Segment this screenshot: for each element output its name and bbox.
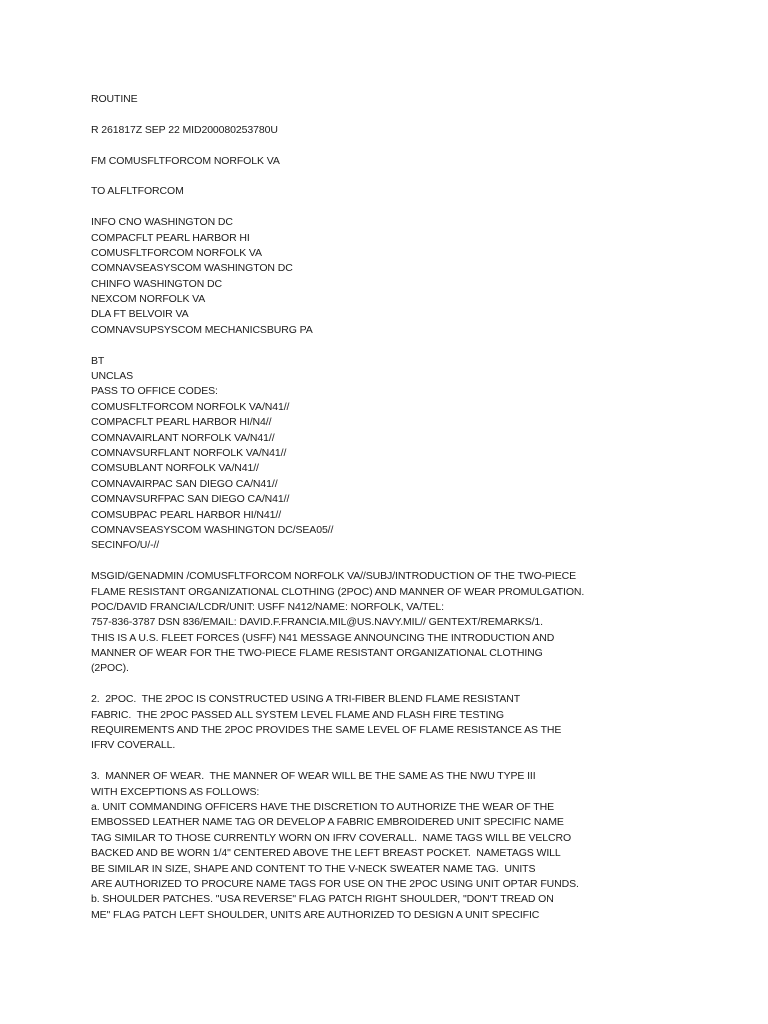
header-line: PASS TO OFFICE CODES: (91, 385, 218, 398)
paragraph-line: a. UNIT COMMANDING OFFICERS HAVE THE DISCRETION TO AUTHORIZE THE WEAR OF THE (91, 800, 555, 813)
from-line: FM COMUSFLTFORCOM NORFOLK VA (91, 154, 280, 167)
msgid-line: 757-836-3787 DSN 836/EMAIL: DAVID.F.FRANCIA.MIL@US.NAVY.MIL// GENTEXT/REMARKS/1. (91, 616, 543, 629)
header-line: COMNAVSURFPAC SAN DIEGO CA/N41// (91, 493, 290, 506)
paragraph-line: ARE AUTHORIZED TO PROCURE NAME TAGS FOR USE ON THE 2POC USING UNIT OPTAR FUNDS. (91, 877, 579, 890)
header-line: COMNAVAIRLANT NORFOLK VA/N41// (91, 431, 275, 444)
header-line: COMNAVSEASYSCOM WASHINGTON DC/SEA05// (91, 523, 334, 536)
precedence-line: ROUTINE (91, 93, 138, 105)
msgid-line: MSGID/GENADMIN /COMUSFLTFORCOM NORFOLK VA//SUBJ/INTRODUCTION OF THE TWO-PIECE (91, 570, 577, 583)
info-line: COMUSFLTFORCOM NORFOLK VA (91, 246, 262, 259)
spacer (91, 169, 731, 184)
paragraph-line: FABRIC. THE 2POC PASSED ALL SYSTEM LEVEL FLAME AND FLASH FIRE TESTING (91, 708, 504, 721)
msgid-line: FLAME RESISTANT ORGANIZATIONAL CLOTHING (2POC) AND MANNER OF WEAR PROMULGATION. (91, 585, 585, 598)
paragraph-line: 3. MANNER OF WEAR. THE MANNER OF WEAR WILL BE THE SAME AS THE NWU TYPE III (91, 770, 536, 783)
header-line: COMNAVSURFLANT NORFOLK VA/N41// (91, 446, 287, 459)
spacer (91, 138, 731, 153)
paragraph-line: TAG SIMILAR TO THOSE CURRENTLY WORN ON IFRV COVERALL. NAME TAGS WILL BE VELCRO (91, 831, 572, 844)
info-line: COMNAVSEASYSCOM WASHINGTON DC (91, 262, 293, 275)
header-line: COMSUBLANT NORFOLK VA/N41// (91, 462, 259, 475)
paragraph-line: BACKED AND BE WORN 1/4" CENTERED ABOVE THE LEFT BREAST POCKET. NAMETAGS WILL (91, 847, 561, 860)
paragraph-line: BE SIMILAR IN SIZE, SHAPE AND CONTENT TO THE V-NECK SWEATER NAME TAG. UNITS (91, 862, 536, 875)
msgid-line: (2POC). (91, 662, 129, 675)
message-body (91, 92, 731, 923)
info-line: COMNAVSUPSYSCOM MECHANICSBURG PA (91, 323, 313, 336)
spacer (91, 554, 731, 569)
info-line: COMPACFLT PEARL HARBOR HI (91, 231, 250, 244)
header-line: BT (91, 354, 105, 367)
paragraph-line: REQUIREMENTS AND THE 2POC PROVIDES THE SAME LEVEL OF FLAME RESISTANCE AS THE (91, 724, 562, 737)
header-line: COMUSFLTFORCOM NORFOLK VA/N41// (91, 400, 290, 413)
paragraph-2 (91, 692, 731, 754)
msgid-block (91, 569, 731, 677)
header-line: COMNAVAIRPAC SAN DIEGO CA/N41// (91, 477, 278, 490)
msgid-line: MANNER OF WEAR FOR THE TWO-PIECE FLAME RESISTANT ORGANIZATIONAL CLOTHING (91, 647, 543, 660)
spacer (91, 107, 731, 122)
info-line: NEXCOM NORFOLK VA (91, 293, 206, 306)
paragraph-line: ME" FLAG PATCH LEFT SHOULDER, UNITS ARE AUTHORIZED TO DESIGN A UNIT SPECIFIC (91, 908, 540, 921)
spacer (91, 677, 731, 692)
paragraph-line: EMBOSSED LEATHER NAME TAG OR DEVELOP A FABRIC EMBROIDERED UNIT SPECIFIC NAME (91, 816, 564, 829)
header-line: UNCLAS (91, 370, 133, 383)
info-line: DLA FT BELVOIR VA (91, 308, 189, 321)
paragraph-line: WITH EXCEPTIONS AS FOLLOWS: (91, 785, 260, 798)
header-line: COMPACFLT PEARL HARBOR HI/N4// (91, 416, 272, 429)
info-line: INFO CNO WASHINGTON DC (91, 216, 233, 229)
info-line: CHINFO WASHINGTON DC (91, 277, 222, 290)
paragraph-line: IFRV COVERALL. (91, 739, 176, 752)
spacer (91, 754, 731, 769)
header-line: COMSUBPAC PEARL HARBOR HI/N41// (91, 508, 282, 521)
spacer (91, 200, 731, 215)
paragraph-line: b. SHOULDER PATCHES. "USA REVERSE" FLAG PATCH RIGHT SHOULDER, "DON'T TREAD ON (91, 893, 554, 906)
info-block (91, 215, 731, 338)
header-line: SECINFO/U/-// (91, 539, 160, 552)
header-block (91, 354, 731, 554)
dtg-line: R 261817Z SEP 22 MID200080253780U (91, 123, 278, 136)
paragraph-3 (91, 769, 731, 923)
spacer (91, 338, 731, 353)
msgid-line: POC/DAVID FRANCIA/LCDR/UNIT: USFF N412/NAME: NORFOLK, VA/TEL: (91, 600, 444, 613)
paragraph-line: 2. 2POC. THE 2POC IS CONSTRUCTED USING A TRI-FIBER BLEND FLAME RESISTANT (91, 693, 521, 706)
msgid-line: THIS IS A U.S. FLEET FORCES (USFF) N41 MESSAGE ANNOUNCING THE INTRODUCTION AND (91, 631, 555, 644)
to-line: TO ALFLTFORCOM (91, 185, 184, 198)
